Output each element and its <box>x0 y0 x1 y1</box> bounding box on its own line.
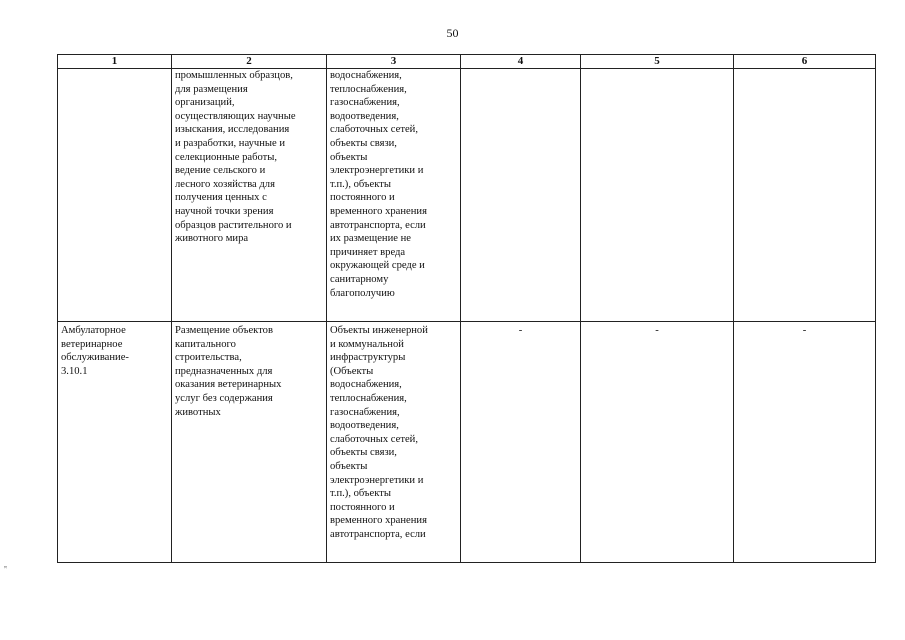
table-cell <box>172 322 327 563</box>
table-header-row <box>58 55 876 69</box>
table-cell <box>327 322 461 563</box>
table-cell <box>581 69 734 322</box>
cell-text: Размещение объектов капитального строительства, предназначенных для оказания ветеринарных услуг без содержания животных <box>175 325 282 418</box>
column-header-3: 3 <box>327 55 461 69</box>
table-cell <box>461 69 581 322</box>
cell-text: водоснабжения, теплоснабжения, газоснабжения, водоотведения, слаботочных сетей, объекты связи, объекты электроэнергетики и т.п.), объекты постоянного и временного хранения автотранспорта, если их размещение не причиняет вреда окружающей среде и санитарному благополучию <box>330 70 427 299</box>
cell-text: промышленных образцов, для размещения организаций, осуществляющих научные изыскания, исследования и разработки, научные и селекционные работы, ведение сельского и лесного хозяйства для получения ценных с научной точки зрения образцов растительного и животного мира <box>175 70 296 245</box>
table-row-continuation <box>58 69 876 322</box>
cell-text: - <box>518 325 523 336</box>
table-cell <box>327 69 461 322</box>
cell-text: Объекты инженерной и коммунальной инфраструктуры (Объекты водоснабжения, теплоснабжения, газоснабжения, водоотведения, слаботочных сетей, объекты связи, объекты электроэнергетики и т.п.), объекты постоянного и временного хранения автотранспорта, если <box>330 325 428 540</box>
column-header-1: 1 <box>58 55 172 69</box>
column-header-6: 6 <box>734 55 876 69</box>
zoning-regulations-table <box>57 54 876 563</box>
cell-text: - <box>655 325 659 336</box>
table-cell <box>172 69 327 322</box>
column-header-5: 5 <box>581 55 734 69</box>
table-cell <box>58 322 172 563</box>
margin-mark: ε <box>2 566 8 569</box>
table-row-veterinary <box>58 322 876 563</box>
table-cell <box>581 322 734 563</box>
cell-text: Амбулаторное ветеринарное обслуживание- 3.10.1 <box>61 325 129 377</box>
table-cell <box>461 322 581 563</box>
column-header-4: 4 <box>461 55 581 69</box>
table-cell <box>58 69 172 322</box>
table-cell <box>734 322 876 563</box>
page-number: 50 <box>446 26 459 40</box>
table-cell <box>734 69 876 322</box>
column-header-2: 2 <box>172 55 327 69</box>
cell-text: - <box>802 325 807 336</box>
